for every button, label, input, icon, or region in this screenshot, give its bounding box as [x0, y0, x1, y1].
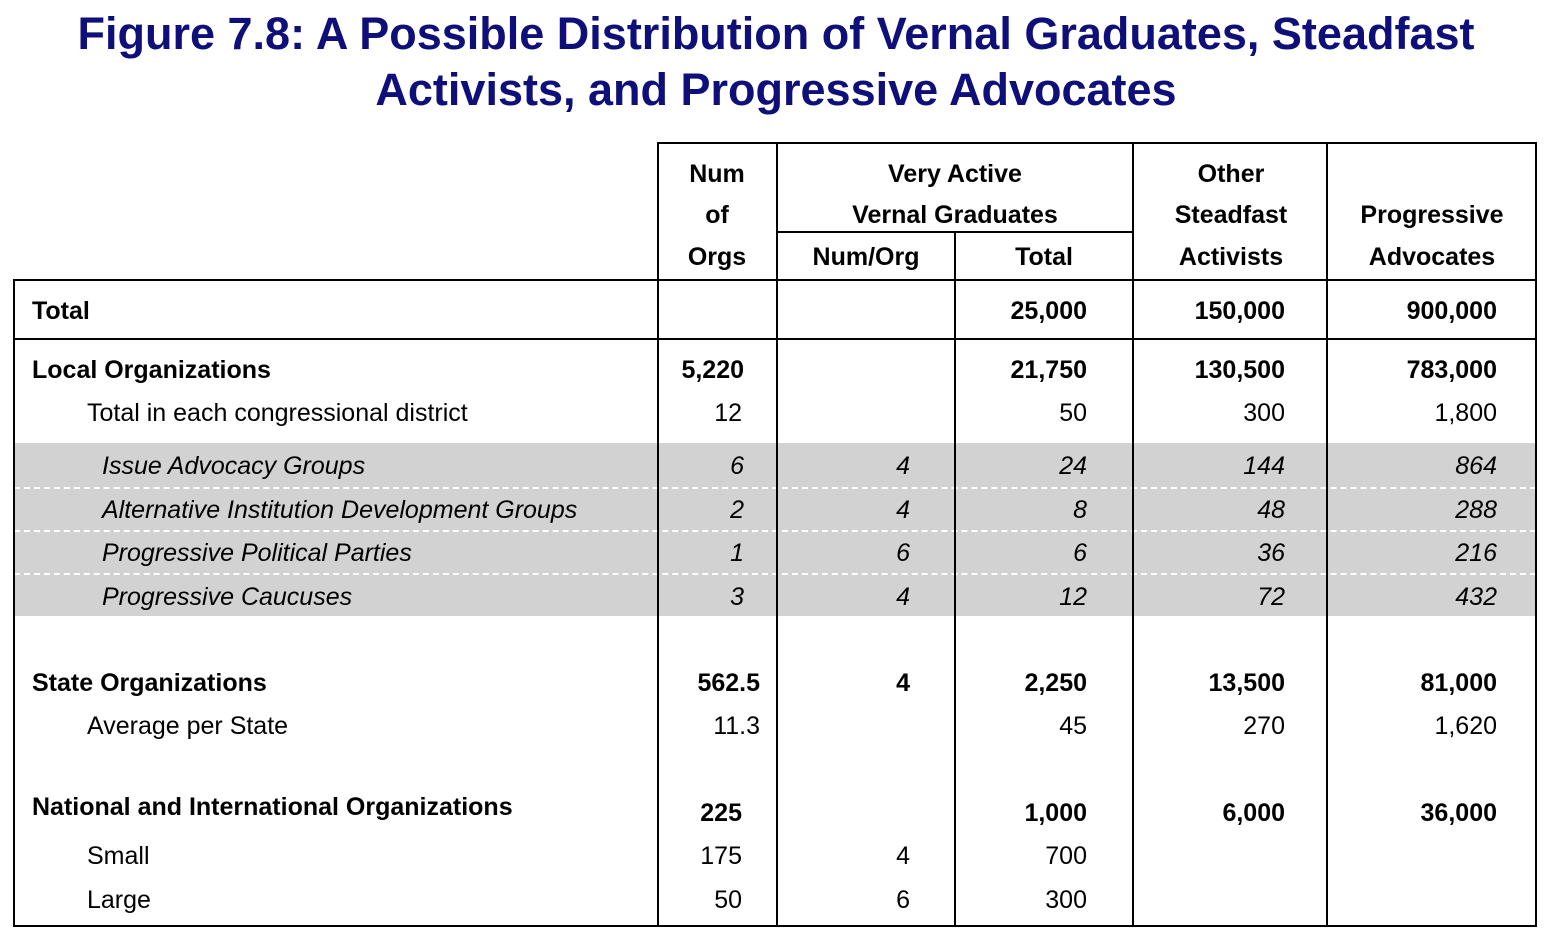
header-num-orgs-line-2: of — [705, 201, 729, 229]
cell-num-orgs: 6 — [730, 452, 744, 480]
cell-num-orgs: 3 — [730, 583, 744, 611]
header-progressive-line-1: Progressive — [1360, 201, 1504, 229]
cell-progressive-advocates: 216 — [1455, 539, 1497, 567]
cell-num-per-org: 4 — [896, 669, 910, 697]
cell-steadfast-activists: 13,500 — [1208, 669, 1285, 697]
row-label: Alternative Institution Development Groups — [102, 496, 578, 524]
cell-progressive-advocates: 36,000 — [1420, 799, 1497, 827]
cell-steadfast-activists: 72 — [1257, 583, 1285, 611]
cell-num-per-org: 4 — [896, 452, 910, 480]
header-top-border — [658, 142, 1537, 144]
row-label: Progressive Political Parties — [102, 539, 412, 567]
row-separator-dashed — [14, 530, 1536, 532]
cell-vernal-total: 24 — [1059, 452, 1087, 480]
cell-progressive-advocates: 900,000 — [1406, 297, 1497, 325]
cell-vernal-total: 300 — [1045, 886, 1087, 914]
row-label: Progressive Caucuses — [102, 583, 353, 611]
header-very-active-line-1: Very Active — [888, 160, 1022, 188]
row-label: State Organizations — [32, 669, 267, 697]
figure-title-line-2: Activists, and Progressive Advocates — [375, 64, 1177, 115]
cell-progressive-advocates: 864 — [1455, 452, 1497, 480]
cell-progressive-advocates: 1,620 — [1434, 712, 1497, 740]
header-steadfast-line-2: Steadfast — [1174, 201, 1288, 229]
header-steadfast-line-1: Other — [1197, 160, 1265, 188]
cell-steadfast-activists: 130,500 — [1194, 356, 1285, 384]
cell-steadfast-activists: 144 — [1243, 452, 1285, 480]
total-row-bottom-border — [13, 338, 1537, 340]
cell-steadfast-activists: 48 — [1257, 496, 1285, 524]
figure-title-line-1: Figure 7.8: A Possible Distribution of Vernal Graduates, Steadfast — [77, 8, 1475, 59]
row-label: Total in each congressional district — [87, 399, 468, 427]
header-total: Total — [1015, 243, 1073, 271]
cell-steadfast-activists: 150,000 — [1194, 297, 1285, 325]
cell-num-orgs: 12 — [714, 399, 742, 427]
row-label: Issue Advocacy Groups — [102, 452, 366, 480]
header-num-orgs-line-3: Orgs — [687, 243, 747, 271]
cell-vernal-total: 12 — [1059, 583, 1087, 611]
cell-num-orgs: 11.3 — [713, 712, 760, 740]
cell-vernal-total: 45 — [1059, 712, 1087, 740]
cell-vernal-total: 21,750 — [1010, 356, 1087, 384]
header-num-per-org: Num/Org — [812, 243, 920, 271]
cell-vernal-total: 1,000 — [1024, 799, 1087, 827]
row-label: National and International Organizations — [32, 793, 513, 821]
cell-num-orgs: 225 — [700, 799, 742, 827]
header-steadfast-line-3: Activists — [1178, 243, 1284, 271]
header-progressive-line-2: Advocates — [1368, 243, 1496, 271]
cell-steadfast-activists: 36 — [1257, 539, 1285, 567]
cell-num-orgs: 1 — [730, 539, 744, 567]
cell-num-per-org: 4 — [896, 842, 910, 870]
cell-progressive-advocates: 288 — [1455, 496, 1497, 524]
cell-vernal-total: 25,000 — [1010, 297, 1087, 325]
row-label: Local Organizations — [32, 356, 271, 384]
header-very-active-line-2: Vernal Graduates — [852, 201, 1058, 229]
cell-vernal-total: 700 — [1045, 842, 1087, 870]
cell-vernal-total: 8 — [1073, 496, 1087, 524]
cell-num-orgs: 175 — [700, 842, 742, 870]
col-divider-steadfast — [1132, 142, 1134, 927]
cell-num-per-org: 4 — [896, 496, 910, 524]
table-left-border — [13, 279, 15, 927]
col-divider-progressive — [1326, 142, 1328, 927]
cell-progressive-advocates: 1,800 — [1434, 399, 1497, 427]
cell-num-per-org: 4 — [896, 583, 910, 611]
cell-num-per-org: 6 — [896, 539, 910, 567]
row-label: Total — [32, 297, 90, 325]
cell-vernal-total: 2,250 — [1024, 669, 1087, 697]
cell-num-orgs: 562.5 — [697, 669, 760, 697]
cell-num-orgs: 5,220 — [681, 356, 744, 384]
cell-num-orgs: 2 — [730, 496, 744, 524]
cell-steadfast-activists: 270 — [1243, 712, 1285, 740]
cell-steadfast-activists: 6,000 — [1222, 799, 1285, 827]
header-bottom-border — [13, 279, 1537, 281]
row-label: Large — [87, 886, 151, 914]
row-separator-dashed — [14, 573, 1536, 575]
row-label: Average per State — [87, 712, 289, 740]
table-bottom-border — [13, 925, 1537, 927]
header-num-orgs-line-1: Num — [689, 160, 745, 188]
cell-num-orgs: 50 — [714, 886, 742, 914]
cell-progressive-advocates: 81,000 — [1420, 669, 1497, 697]
cell-progressive-advocates: 432 — [1455, 583, 1497, 611]
col-divider-per-org — [776, 142, 778, 927]
row-separator-dashed — [14, 487, 1536, 489]
table-right-border — [1535, 142, 1537, 927]
cell-vernal-total: 6 — [1073, 539, 1087, 567]
cell-progressive-advocates: 783,000 — [1406, 356, 1497, 384]
cell-num-per-org: 6 — [896, 886, 910, 914]
row-label: Small — [87, 842, 150, 870]
cell-vernal-total: 50 — [1059, 399, 1087, 427]
cell-steadfast-activists: 300 — [1243, 399, 1285, 427]
